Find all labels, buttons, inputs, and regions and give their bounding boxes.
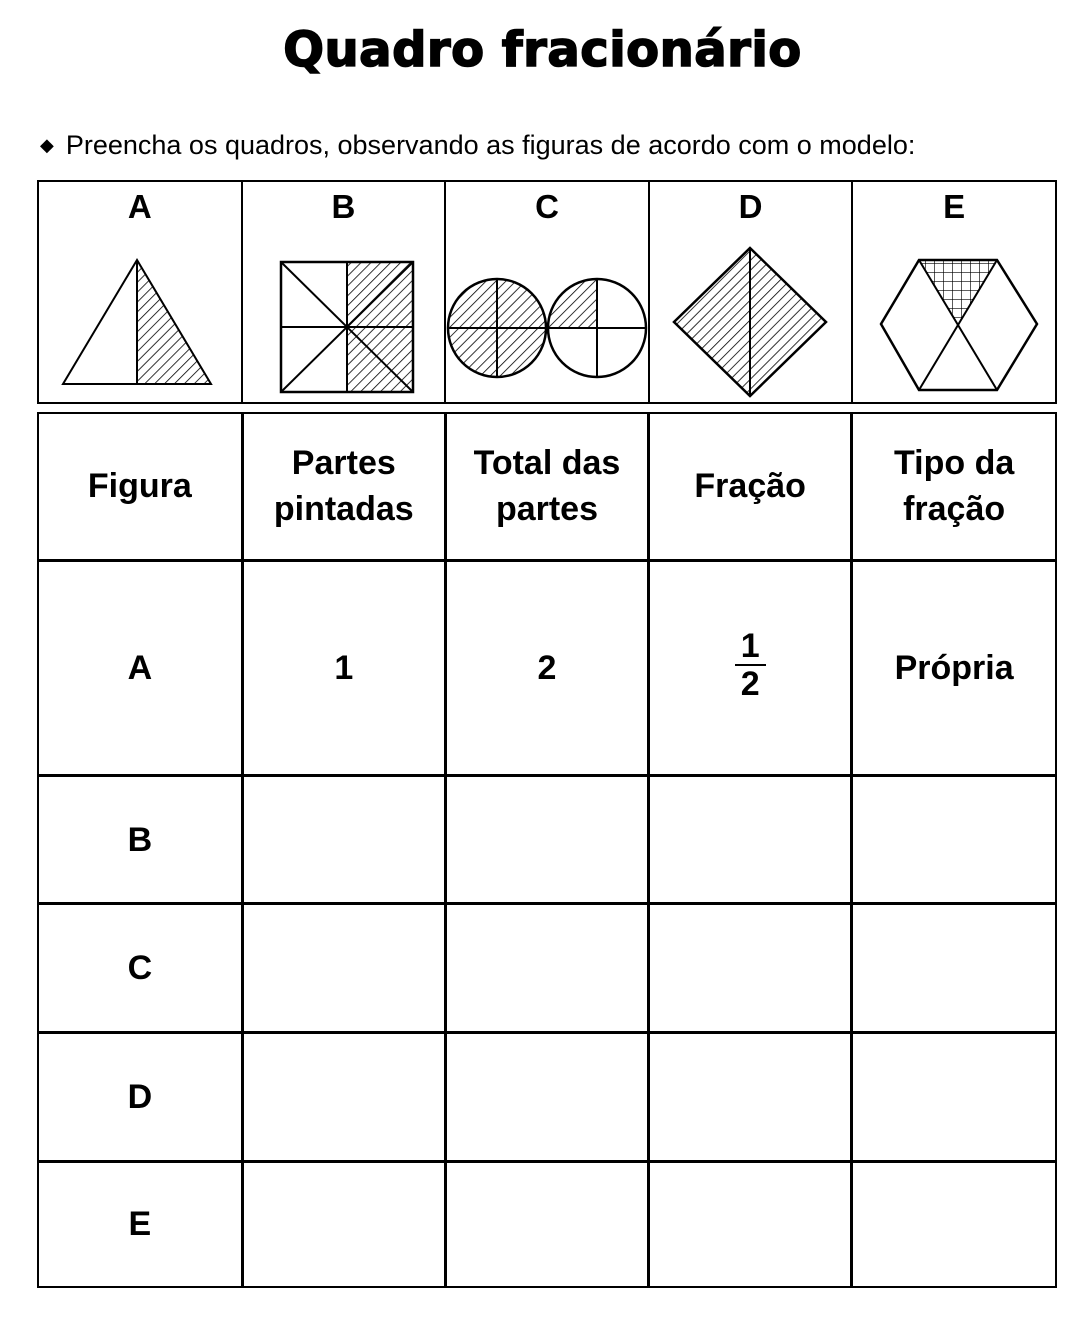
table-row: [39, 1033, 1055, 1162]
cell-total-das-partes[interactable]: [445, 1033, 648, 1162]
fraction-denominator: 2: [740, 665, 760, 704]
triangle-figure: [39, 182, 243, 402]
cell-partes-pintadas: 1: [242, 560, 445, 775]
fraction: [735, 628, 766, 702]
header-total-das-partes: Total das partes: [445, 414, 648, 560]
cell-figura: E: [39, 1161, 242, 1286]
figure-cell-b: [243, 182, 447, 402]
cell-total-das-partes: 2: [445, 560, 648, 775]
circles-figure: [446, 182, 650, 402]
cell-tipo-da-fracao[interactable]: [852, 775, 1055, 904]
figure-letter: A: [127, 188, 152, 225]
diamond-figure: [650, 182, 854, 402]
table-row: [39, 560, 1055, 775]
cell-partes-pintadas[interactable]: [242, 904, 445, 1033]
fraction-table: [37, 412, 1057, 1288]
cell-tipo-da-fracao[interactable]: [852, 904, 1055, 1033]
figures-panel: [37, 180, 1057, 404]
figure-letter: E: [943, 188, 966, 225]
cell-partes-pintadas[interactable]: [242, 775, 445, 904]
cell-total-das-partes[interactable]: [445, 904, 648, 1033]
figure-letter: C: [535, 188, 559, 225]
header-tipo-da-fracao: Tipo da fração: [852, 414, 1055, 560]
cell-partes-pintadas[interactable]: [242, 1161, 445, 1286]
figure-letter: D: [738, 188, 763, 225]
cell-tipo-da-fracao[interactable]: [852, 1161, 1055, 1286]
header-fracao: Fração: [649, 414, 852, 560]
cell-fracao[interactable]: [649, 1161, 852, 1286]
cell-fracao[interactable]: [649, 904, 852, 1033]
cell-figura: C: [39, 904, 242, 1033]
table-row: [39, 904, 1055, 1033]
figure-letter: B: [331, 188, 356, 225]
table-row: [39, 775, 1055, 904]
figure-cell-e: [853, 182, 1055, 402]
cell-fracao[interactable]: [649, 775, 852, 904]
hexagon-figure: [853, 182, 1057, 402]
square-figure: [243, 182, 447, 402]
figure-cell-c: [446, 182, 650, 402]
cell-figura: A: [39, 560, 242, 775]
cell-total-das-partes[interactable]: [445, 1161, 648, 1286]
fraction-numerator: 1: [735, 628, 766, 666]
figure-cell-d: [650, 182, 854, 402]
cell-total-das-partes[interactable]: [445, 775, 648, 904]
header-figura: Figura: [39, 414, 242, 560]
cell-tipo-da-fracao[interactable]: [852, 1033, 1055, 1162]
figure-cell-a: [39, 182, 243, 402]
instruction-text: [40, 130, 915, 161]
instruction-label: Preencha os quadros, observando as figuras de acordo com o modelo:: [65, 130, 916, 160]
cell-fracao: [649, 560, 852, 775]
cell-tipo-da-fracao: Própria: [852, 560, 1055, 775]
cell-figura: B: [39, 775, 242, 904]
cell-fracao[interactable]: [649, 1033, 852, 1162]
table-row: [39, 1161, 1055, 1286]
diamond-bullet-icon: ◆: [40, 135, 54, 155]
header-partes-pintadas: Partes pintadas: [242, 414, 445, 560]
page-title: Quadro fracionário: [283, 22, 802, 78]
table-header-row: [39, 414, 1055, 560]
cell-figura: D: [39, 1033, 242, 1162]
cell-partes-pintadas[interactable]: [242, 1033, 445, 1162]
hexagon-shaded-triangle: [919, 260, 997, 324]
